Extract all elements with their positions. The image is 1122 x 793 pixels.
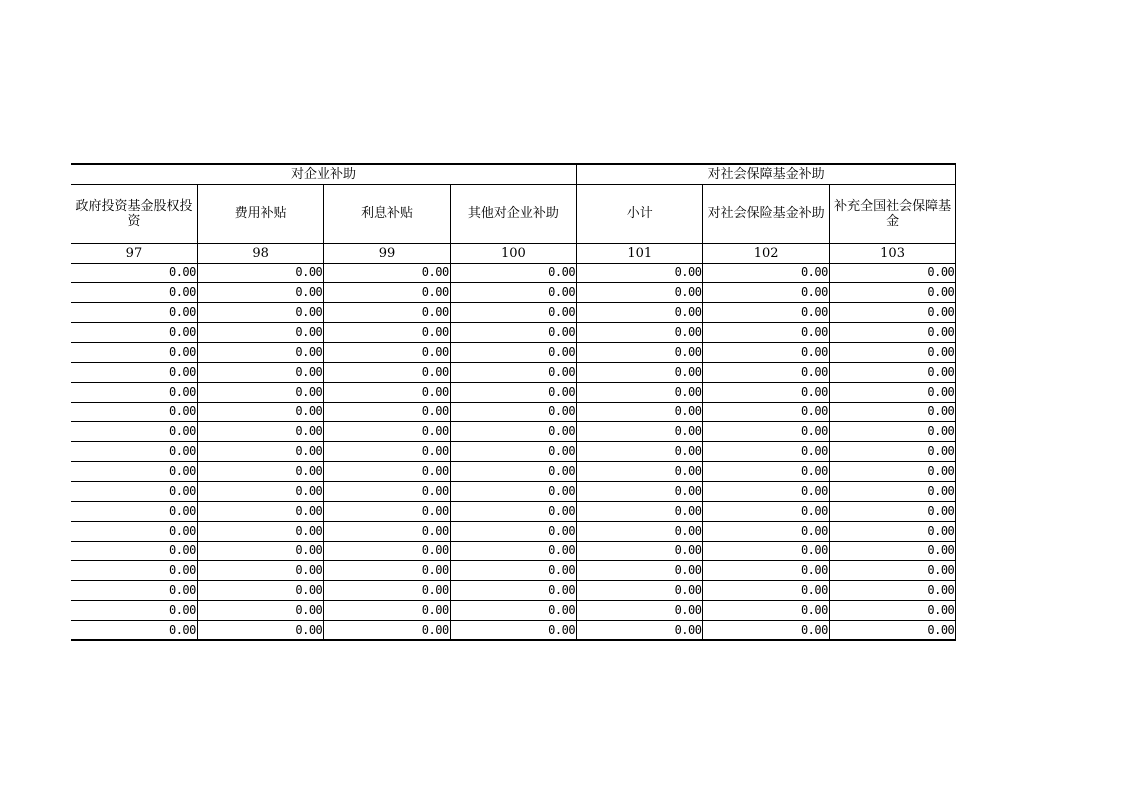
column-header: 利息补贴 [324, 184, 450, 243]
table-cell[interactable]: 0.00 [703, 402, 829, 422]
table-cell[interactable]: 0.00 [450, 462, 576, 482]
table-cell[interactable]: 0.00 [829, 382, 955, 402]
table-cell[interactable]: 0.00 [577, 601, 703, 621]
table-cell[interactable]: 0.00 [197, 541, 323, 561]
table-cell[interactable]: 0.00 [71, 402, 197, 422]
column-header: 补充全国社会保障基金 [829, 184, 955, 243]
table-cell[interactable]: 0.00 [71, 382, 197, 402]
table-cell[interactable]: 0.00 [197, 581, 323, 601]
table-cell[interactable]: 0.00 [577, 481, 703, 501]
table-cell[interactable]: 0.00 [71, 462, 197, 482]
table-cell[interactable]: 0.00 [197, 362, 323, 382]
table-cell[interactable]: 0.00 [324, 521, 450, 541]
table-cell[interactable]: 0.00 [829, 402, 955, 422]
table-cell[interactable]: 0.00 [324, 303, 450, 323]
table-cell[interactable]: 0.00 [829, 481, 955, 501]
table-cell[interactable]: 0.00 [577, 382, 703, 402]
table-cell[interactable]: 0.00 [197, 501, 323, 521]
table-cell[interactable]: 0.00 [324, 283, 450, 303]
table-cell[interactable]: 0.00 [577, 362, 703, 382]
table-cell[interactable]: 0.00 [829, 362, 955, 382]
table-cell[interactable]: 0.00 [197, 601, 323, 621]
table-row [71, 541, 956, 561]
table-cell[interactable]: 0.00 [703, 501, 829, 521]
table-cell[interactable]: 0.00 [71, 342, 197, 362]
table-cell[interactable]: 0.00 [71, 541, 197, 561]
table-row [71, 581, 956, 601]
table-cell[interactable]: 0.00 [450, 481, 576, 501]
table-cell[interactable]: 0.00 [71, 323, 197, 343]
table-cell[interactable]: 0.00 [577, 462, 703, 482]
table-cell[interactable]: 0.00 [829, 541, 955, 561]
table-cell[interactable]: 0.00 [703, 561, 829, 581]
table-cell[interactable]: 0.00 [577, 620, 703, 640]
table-cell[interactable]: 0.00 [703, 442, 829, 462]
table-cell[interactable]: 0.00 [577, 442, 703, 462]
table-cell[interactable]: 0.00 [829, 561, 955, 581]
table-row [71, 342, 956, 362]
table-row [71, 362, 956, 382]
table-cell[interactable]: 0.00 [197, 422, 323, 442]
table-cell[interactable]: 0.00 [71, 422, 197, 442]
table-cell[interactable]: 0.00 [324, 541, 450, 561]
table-cell[interactable]: 0.00 [577, 521, 703, 541]
group-header-social-security-fund: 对社会保障基金补助 [577, 164, 956, 184]
table-cell[interactable]: 0.00 [577, 422, 703, 442]
table-cell[interactable]: 0.00 [829, 303, 955, 323]
table-cell[interactable]: 0.00 [703, 382, 829, 402]
table-cell[interactable]: 0.00 [71, 601, 197, 621]
table-cell[interactable]: 0.00 [197, 442, 323, 462]
table-cell[interactable]: 0.00 [71, 283, 197, 303]
table-cell[interactable]: 0.00 [324, 263, 450, 283]
table-cell[interactable]: 0.00 [197, 462, 323, 482]
group-header-row [71, 164, 956, 184]
table-row [71, 521, 956, 541]
column-header: 对社会保险基金补助 [703, 184, 829, 243]
table-cell[interactable]: 0.00 [829, 263, 955, 283]
table-cell[interactable]: 0.00 [197, 382, 323, 402]
table-cell[interactable]: 0.00 [197, 620, 323, 640]
table-row [71, 263, 956, 283]
table-cell[interactable]: 0.00 [450, 323, 576, 343]
table-cell[interactable]: 0.00 [71, 620, 197, 640]
table-cell[interactable]: 0.00 [324, 581, 450, 601]
table-cell[interactable]: 0.00 [450, 620, 576, 640]
table-cell[interactable]: 0.00 [197, 263, 323, 283]
table-cell[interactable]: 0.00 [829, 601, 955, 621]
table-cell[interactable]: 0.00 [450, 601, 576, 621]
table-cell[interactable]: 0.00 [703, 601, 829, 621]
table-cell[interactable]: 0.00 [71, 521, 197, 541]
table-cell[interactable]: 0.00 [324, 362, 450, 382]
table-cell[interactable]: 0.00 [829, 342, 955, 362]
table-cell[interactable]: 0.00 [197, 561, 323, 581]
column-header-row [71, 184, 956, 243]
column-header: 政府投资基金股权投资 [71, 184, 197, 243]
table-cell[interactable]: 0.00 [577, 323, 703, 343]
table-row [71, 402, 956, 422]
table-cell[interactable]: 0.00 [197, 402, 323, 422]
table-cell[interactable]: 0.00 [703, 422, 829, 442]
table-cell[interactable]: 0.00 [577, 402, 703, 422]
table-row [71, 462, 956, 482]
table-cell[interactable]: 0.00 [450, 382, 576, 402]
table-cell[interactable]: 0.00 [450, 442, 576, 462]
column-header: 其他对企业补助 [450, 184, 576, 243]
table-row [71, 561, 956, 581]
table-cell[interactable]: 0.00 [450, 521, 576, 541]
table-cell[interactable]: 0.00 [197, 342, 323, 362]
table-cell[interactable]: 0.00 [829, 283, 955, 303]
table-cell[interactable]: 0.00 [197, 303, 323, 323]
table-cell[interactable]: 0.00 [197, 481, 323, 501]
table-cell[interactable]: 0.00 [703, 620, 829, 640]
table-cell[interactable]: 0.00 [450, 422, 576, 442]
table-cell[interactable]: 0.00 [450, 541, 576, 561]
table-cell[interactable]: 0.00 [324, 561, 450, 581]
table-row [71, 283, 956, 303]
table-cell[interactable]: 0.00 [450, 362, 576, 382]
column-code: 101 [577, 243, 703, 263]
table-cell[interactable]: 0.00 [324, 342, 450, 362]
table-cell[interactable]: 0.00 [71, 303, 197, 323]
table-cell[interactable]: 0.00 [324, 462, 450, 482]
table-cell[interactable]: 0.00 [450, 303, 576, 323]
table-row [71, 303, 956, 323]
table-cell[interactable]: 0.00 [703, 342, 829, 362]
column-code: 103 [829, 243, 955, 263]
table-cell[interactable]: 0.00 [703, 462, 829, 482]
table-row [71, 501, 956, 521]
column-header: 费用补贴 [197, 184, 323, 243]
table-cell[interactable]: 0.00 [703, 581, 829, 601]
table-cell[interactable]: 0.00 [450, 501, 576, 521]
table-cell[interactable]: 0.00 [324, 620, 450, 640]
table-cell[interactable]: 0.00 [829, 501, 955, 521]
table-cell[interactable]: 0.00 [703, 541, 829, 561]
group-header-enterprise-subsidy: 对企业补助 [71, 164, 577, 184]
table-cell[interactable]: 0.00 [324, 501, 450, 521]
table-cell[interactable]: 0.00 [71, 581, 197, 601]
table-cell[interactable]: 0.00 [450, 581, 576, 601]
table-cell[interactable]: 0.00 [71, 501, 197, 521]
table-cell[interactable]: 0.00 [703, 362, 829, 382]
table-cell[interactable]: 0.00 [577, 283, 703, 303]
table-cell[interactable]: 0.00 [829, 442, 955, 462]
table-cell[interactable]: 0.00 [577, 581, 703, 601]
column-code: 99 [324, 243, 450, 263]
table-cell[interactable]: 0.00 [829, 323, 955, 343]
table-cell[interactable]: 0.00 [829, 521, 955, 541]
table-cell[interactable]: 0.00 [197, 283, 323, 303]
table-cell[interactable]: 0.00 [71, 561, 197, 581]
table-cell[interactable]: 0.00 [703, 303, 829, 323]
table-cell[interactable]: 0.00 [829, 620, 955, 640]
table-cell[interactable]: 0.00 [450, 342, 576, 362]
table-cell[interactable]: 0.00 [450, 561, 576, 581]
table-cell[interactable]: 0.00 [71, 362, 197, 382]
table-cell[interactable]: 0.00 [324, 382, 450, 402]
column-code: 102 [703, 243, 829, 263]
table-cell[interactable]: 0.00 [197, 521, 323, 541]
table-cell[interactable]: 0.00 [703, 323, 829, 343]
table-cell[interactable]: 0.00 [703, 481, 829, 501]
table-cell[interactable]: 0.00 [577, 501, 703, 521]
table-cell[interactable]: 0.00 [450, 283, 576, 303]
table-cell[interactable]: 0.00 [324, 601, 450, 621]
table-cell[interactable]: 0.00 [71, 442, 197, 462]
table-row [71, 442, 956, 462]
column-code: 97 [71, 243, 197, 263]
table-cell[interactable]: 0.00 [703, 521, 829, 541]
table-cell[interactable]: 0.00 [450, 402, 576, 422]
table-cell[interactable]: 0.00 [71, 481, 197, 501]
table-cell[interactable]: 0.00 [324, 481, 450, 501]
table-cell[interactable]: 0.00 [829, 422, 955, 442]
table-cell[interactable]: 0.00 [197, 323, 323, 343]
table-cell[interactable]: 0.00 [703, 263, 829, 283]
table-cell[interactable]: 0.00 [324, 323, 450, 343]
table-cell[interactable]: 0.00 [577, 561, 703, 581]
table-row [71, 620, 956, 640]
table-row [71, 481, 956, 501]
column-code: 100 [450, 243, 576, 263]
table-cell[interactable]: 0.00 [577, 541, 703, 561]
table-cell[interactable]: 0.00 [577, 263, 703, 283]
table-cell[interactable]: 0.00 [324, 422, 450, 442]
table-cell[interactable]: 0.00 [829, 462, 955, 482]
table-cell[interactable]: 0.00 [577, 303, 703, 323]
table-row [71, 422, 956, 442]
subsidy-table [71, 163, 956, 641]
table-cell[interactable]: 0.00 [450, 263, 576, 283]
table-row [71, 601, 956, 621]
table-cell[interactable]: 0.00 [577, 342, 703, 362]
column-header: 小计 [577, 184, 703, 243]
table-cell[interactable]: 0.00 [829, 581, 955, 601]
table-cell[interactable]: 0.00 [324, 402, 450, 422]
table-cell[interactable]: 0.00 [703, 283, 829, 303]
table-row [71, 323, 956, 343]
spreadsheet-sheet [71, 163, 956, 641]
table-row [71, 382, 956, 402]
table-cell[interactable]: 0.00 [71, 263, 197, 283]
column-code: 98 [197, 243, 323, 263]
table-cell[interactable]: 0.00 [324, 442, 450, 462]
column-code-row [71, 243, 956, 263]
